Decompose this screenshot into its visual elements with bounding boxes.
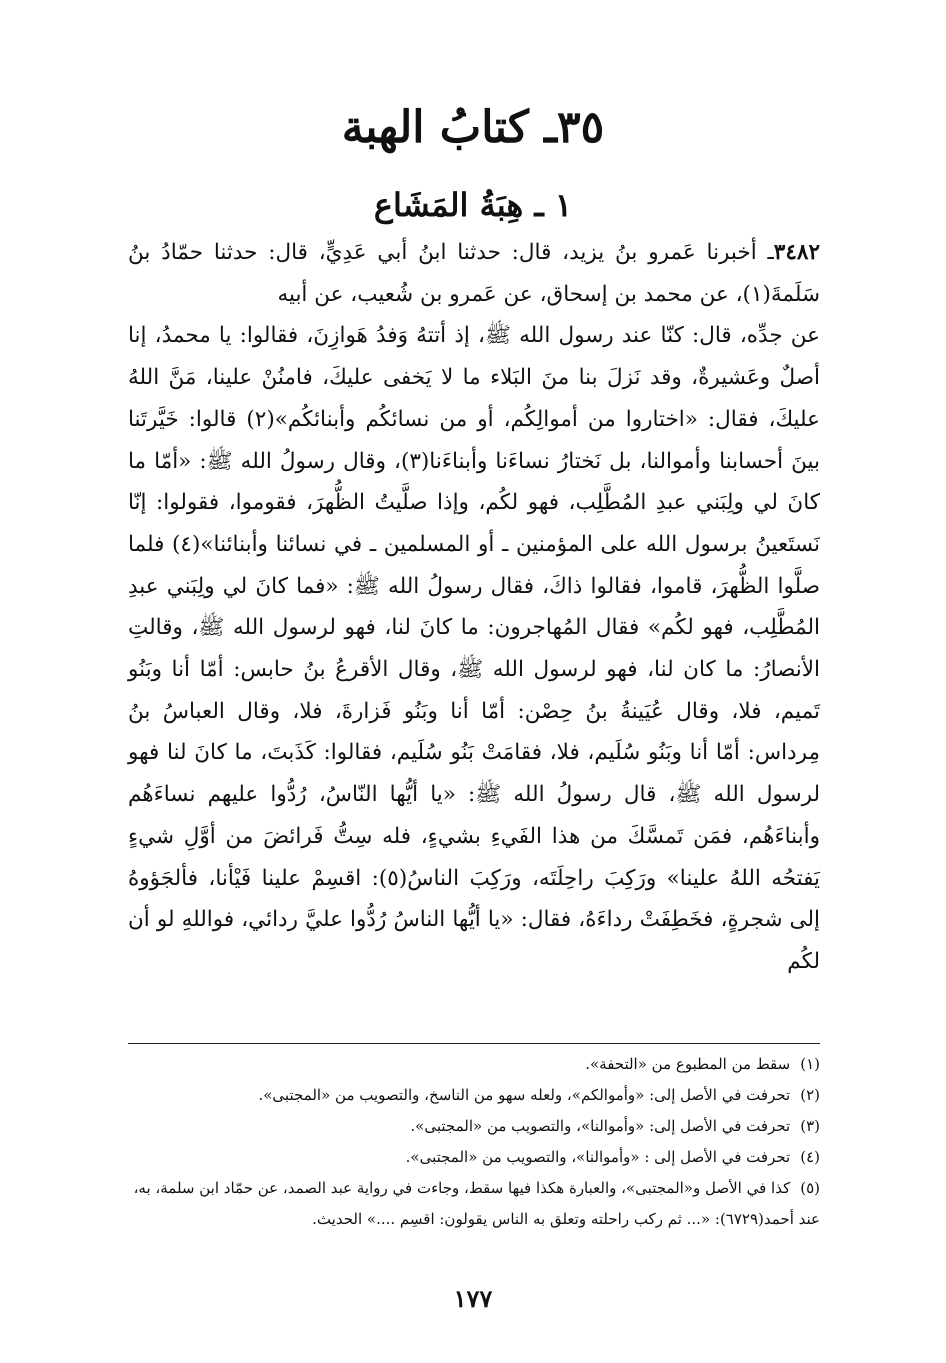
hadith-matn: عن جدِّه، قال: كنّا عند رسول الله ﷺ، إذ أتتهُ وَفدُ هَوازِنَ، فقالوا: يا محمدُ، إنا أصلٌ وعَشيرةٌ، وقد نَزلَ بنا منَ البَلاء ما لا يَخفى عليكَ، فامنُنْ علينا، مَنَّ اللهُ عليكَ، فقال: «اختاروا من أموالِكُم، أو من نسائكُم وأبنائكُم»(٢) قالوا: خَيَّرتَنا بينَ أحسابنا وأموالنا، بل نَختارُ نساءَنا وأبناءَنا(٣)، وقال رسولُ الله ﷺ: «أمّا ما كانَ لي ولِبَني عبدِ المُطَّلِب، فهو لكُم، وإذا صلَّيتُ الظُّهرَ، فقوموا، فقولوا: إنّا نَستَعينُ برسول الله على المؤمنين ـ أو المسلمين ـ في نسائنا وأبنائنا»(٤) فلما صلَّوا الظُّهرَ، قاموا، فقالوا ذاكَ، فقال رسولُ الله ﷺ: «فما كانَ لي ولِبَني عبدِ المُطَّلِب، فهو لكُم» فقال المُهاجرون: ما كانَ لنا، فهو لرسول الله ﷺ، وقالتِ الأنصارُ: ما كان لنا، فهو لرسول الله ﷺ، وقال الأقرعُ بنُ حابس: أمّا أنا وبَنُو تَميم، فلا، وقال عُيَينةُ بنُ حِصْن: أمّا أنا وبَنُو فَزارةَ، فلا، وقال العباسُ بنُ مِرداس: أمّا أنا وبَنُو سُلَيم، فلا، فقامَتْ بَنُو سُلَيم، فقالوا: كَذَبتَ، ما كانَ لنا فهو لرسول الله ﷺ، قال رسولُ الله ﷺ: «يا أيُّها النّاسُ، رُدُّوا عليهم نساءَهُم وأبناءَهُم، فمَن تَمسَّكَ من هذا الفَيءِ بشيءٍ، فله سِتُّ فَرائضَ من أوَّلِ شيءٍ يَفتحُه اللهُ علينا» ورَكِبَ راحِلَتَه، ورَكِبَ الناسُ(٥): اقسِمْ علينا فَيْأنا، فألجَؤوهُ إلى شجرةٍ، فخَطِفَتْ رداءَهُ، فقال: «يا أيُّها الناسُ رُدُّوا عليَّ ردائي، فواللهِ لو أن لكُم bbox=[128, 323, 821, 974]
footnote bbox=[128, 1080, 820, 1111]
footnote-separator bbox=[128, 1043, 820, 1044]
footnote-text: تحرفت في الأصل إلى: «وأموالكم»، ولعله سهو من الناسخ، والتصويب من «المجتبى». bbox=[258, 1086, 791, 1104]
footnote-text: تحرفت في الأصل إلى : «وأموالنا»، والتصويب من «المجتبى». bbox=[405, 1148, 791, 1166]
footnote-number: (٣) bbox=[800, 1117, 820, 1135]
footnote-text: تحرفت في الأصل إلى: «وأموالنا»، والتصويب من «المجتبى». bbox=[410, 1117, 791, 1135]
footnote bbox=[128, 1049, 820, 1080]
footnote-text: كذا في الأصل و«المجتبى»، والعبارة هكذا فيها سقط، وجاءت في رواية عبد الصمد، عن حمّاد ابن سلمة، به، عند أحمد(٦٧٢٩): «... ثم ركب راحلته وتعلق به الناس يقولون: اقسِم ....» الحديث. bbox=[133, 1179, 820, 1228]
footnote bbox=[128, 1173, 820, 1235]
hadith-isnad bbox=[128, 232, 820, 315]
chapter-title: ١ ـ هِبَةُ المَشَاع bbox=[373, 186, 573, 224]
page-number: ١٧٧ bbox=[453, 1284, 493, 1313]
hadith-isnad-text: ـ أخبرنا عَمرو بنُ يزيد، قال: حدثنا ابنُ أبي عَدِيٍّ، قال: حدثنا حمّادُ بنُ سَلَمةَ(١)، عن محمد بن إسحاق، عن عَمرو بن شُعيب، عن أبيه bbox=[128, 240, 820, 307]
book-title: ٣٥ـ كتابُ الهبة bbox=[341, 102, 605, 153]
footnote bbox=[128, 1111, 820, 1142]
footnote-number: (٤) bbox=[800, 1148, 820, 1166]
hadith-number: ٣٤٨٢ bbox=[773, 240, 820, 265]
hadith-text bbox=[128, 232, 820, 983]
footnote-number: (٢) bbox=[800, 1086, 820, 1104]
footnotes bbox=[128, 1049, 820, 1235]
footnote bbox=[128, 1142, 820, 1173]
footnote-number: (٥) bbox=[800, 1179, 820, 1197]
footnote-number: (١) bbox=[800, 1055, 820, 1073]
footnote-text: سقط من المطبوع من «التحفة». bbox=[585, 1055, 791, 1073]
